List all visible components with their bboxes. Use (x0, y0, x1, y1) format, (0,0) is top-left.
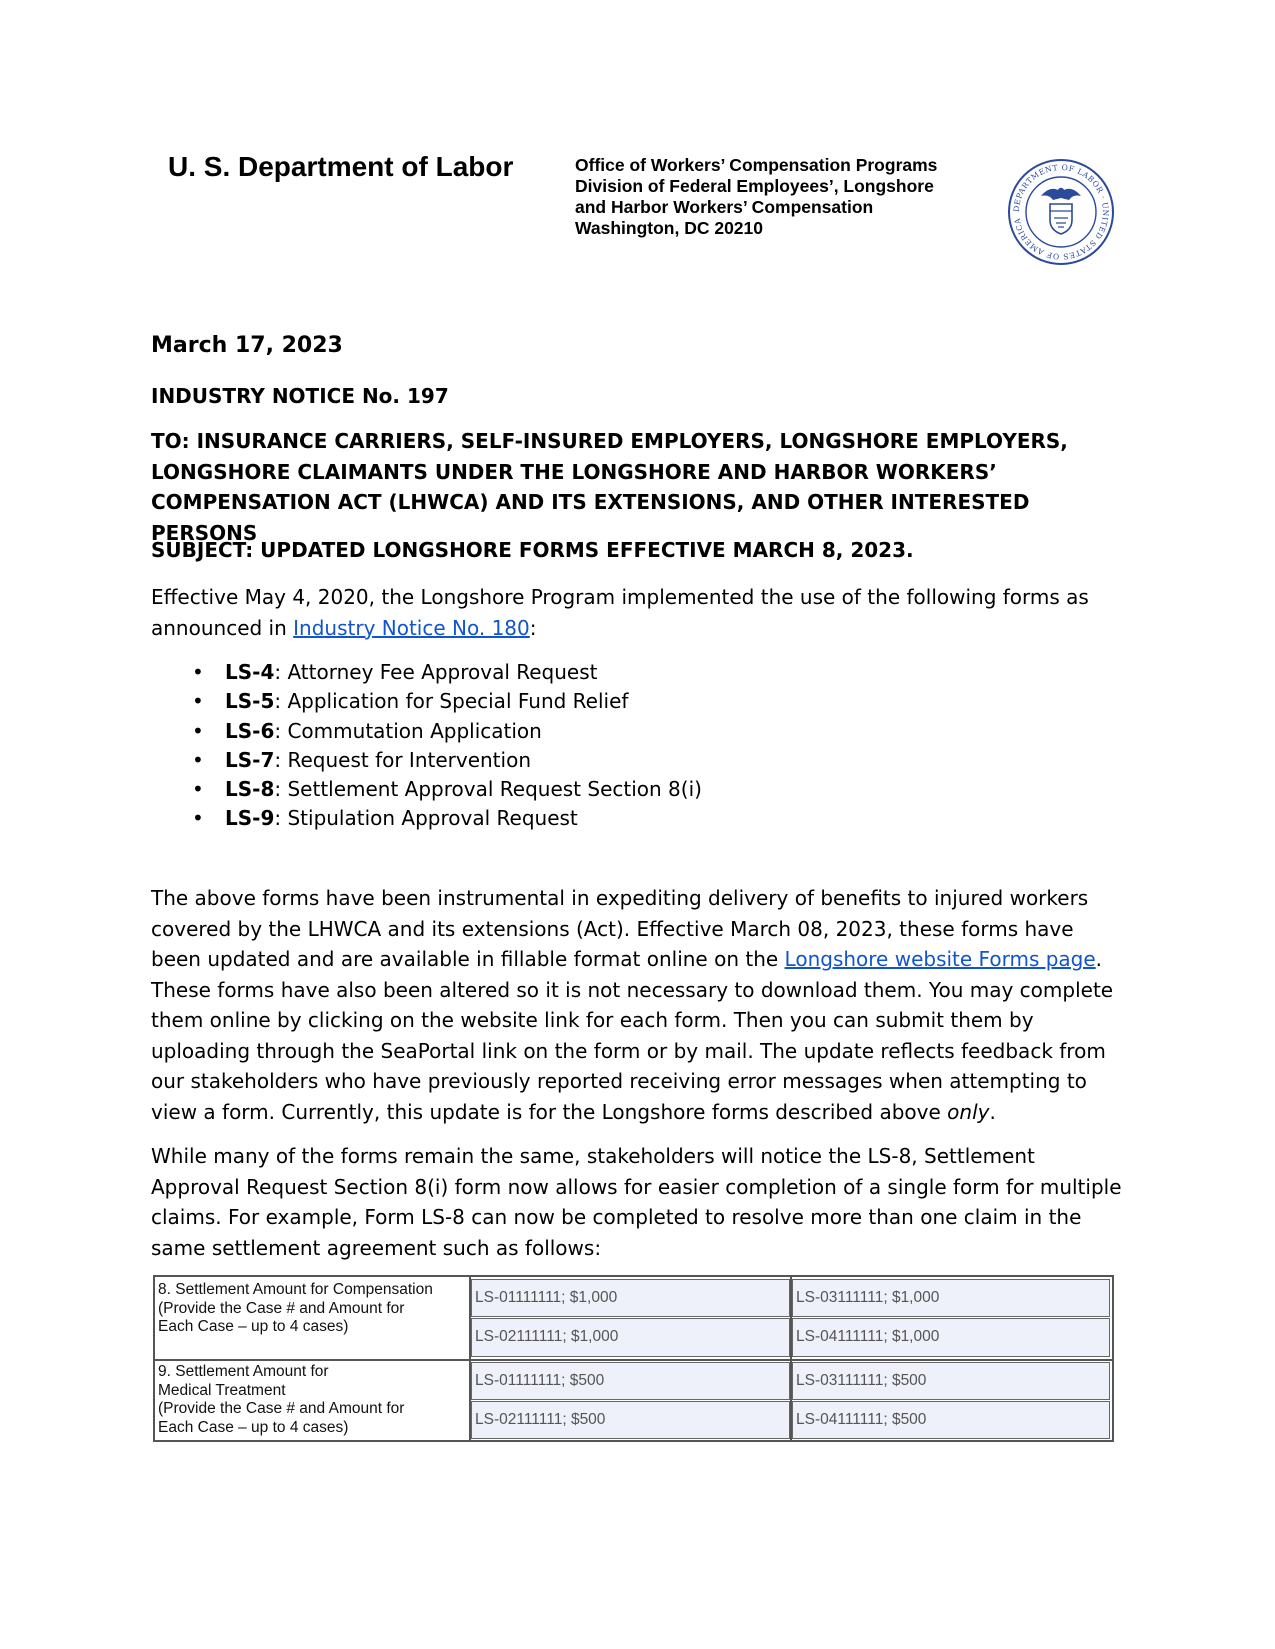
form-code: LS-6 (225, 718, 275, 743)
bullet-icon: • (192, 747, 204, 772)
case-amount-field[interactable]: LS-02111111; $1,000 (471, 1318, 790, 1357)
subject-line: SUBJECT: UPDATED LONGSHORE FORMS EFFECTIVE MARCH 8, 2023. (151, 538, 914, 562)
office-address (575, 155, 937, 239)
table-row (155, 1277, 1112, 1361)
intro-text: Effective May 4, 2020, the Longshore Program implemented the use of the following forms as announced in (151, 585, 1089, 640)
forms-list (151, 658, 1121, 834)
label-line: (Provide the Case # and Amount for (158, 1299, 405, 1317)
form-code: LS-8 (225, 777, 275, 802)
office-line: Division of Federal Employees’, Longshore (575, 176, 934, 196)
form-description: : Request for Intervention (274, 747, 531, 772)
row-label (158, 1281, 468, 1337)
label-line: Each Case – up to 4 cases) (158, 1318, 349, 1335)
intro-end: : (529, 615, 537, 640)
case-amount-field[interactable]: LS-01111111; $500 (471, 1362, 790, 1400)
paragraph-end: . (989, 1099, 996, 1124)
bullet-icon: • (192, 777, 204, 802)
agency-name: U. S. Department of Labor (168, 151, 514, 182)
bullet-icon: • (192, 660, 204, 684)
label-line: Each Case – up to 4 cases) (158, 1418, 349, 1436)
office-line: Office of Workers’ Compensation Programs (575, 155, 938, 175)
form-code: LS-9 (225, 806, 275, 831)
bullet-icon: • (192, 718, 204, 743)
form-code: LS-5 (225, 689, 275, 714)
label-line: Medical Treatment (158, 1381, 286, 1399)
list-item (151, 687, 1121, 716)
list-item (151, 717, 1121, 746)
ls8-form-excerpt-table (153, 1275, 1114, 1442)
label-line: (Provide the Case # and Amount for (158, 1400, 405, 1417)
intro-paragraph (151, 582, 1121, 643)
office-line: and Harbor Workers’ Compensation (575, 197, 874, 217)
dol-seal-icon (1007, 158, 1115, 266)
case-amount-field[interactable]: LS-04111111; $1,000 (792, 1318, 1110, 1357)
form-description: : Settlement Approval Request Section 8(i) (274, 777, 702, 802)
bullet-icon: • (192, 806, 204, 831)
list-item (151, 804, 1121, 833)
form-description: : Application for Special Fund Relief (274, 689, 629, 714)
notice-number: INDUSTRY NOTICE No. 197 (151, 384, 449, 408)
emphasis-text: only (947, 1099, 990, 1124)
office-line: Washington, DC 20210 (575, 218, 763, 238)
table-row (155, 1361, 1112, 1440)
case-amount-field[interactable]: LS-01111111; $1,000 (471, 1279, 790, 1317)
form-description: : Stipulation Approval Request (274, 806, 578, 831)
forms-update-paragraph (151, 883, 1126, 1127)
list-item (151, 746, 1121, 775)
label-line: 9. Settlement Amount for (158, 1363, 329, 1380)
bullet-icon: • (192, 689, 204, 714)
case-amount-field[interactable]: LS-03111111; $500 (792, 1362, 1110, 1400)
list-item (151, 775, 1121, 804)
case-amount-field[interactable]: LS-04111111; $500 (792, 1401, 1110, 1439)
longshore-forms-page-link[interactable]: Longshore website Forms page (784, 947, 1096, 971)
form-code: LS-7 (225, 747, 275, 772)
to-line: TO: INSURANCE CARRIERS, SELF-INSURED EMPLOYERS, LONGSHORE EMPLOYERS, LONGSHORE CLAIMANTS UNDER THE LONGSHORE AND HARBOR WORKERS’ COMPENSATION ACT (LHWCA) AND ITS EXTENSIONS, AND OTHER INTERESTED PERSONS (151, 429, 1068, 545)
paragraph-text: The above forms have been instrumental in expediting delivery of benefits to injured workers covered by the LHWCA and its extensions (Act). Effective March 08, 2023, these forms have been updated and are available in fillable format online on the (151, 886, 1089, 971)
list-item (151, 658, 1121, 687)
case-amount-field[interactable]: LS-03111111; $1,000 (792, 1279, 1110, 1317)
seal-text: DEPARTMENT OF LABOR · UNITED STATES OF AMERICA (1011, 162, 1111, 262)
label-line: 8. Settlement Amount for Compensation (158, 1281, 433, 1298)
notice-date: March 17, 2023 (151, 333, 343, 358)
paragraph-text: . These forms have also been altered so it is not necessary to download them. You may complete them online by clicking on the website link for each form. Then you can submit them by uploading through the SeaPortal link on the form or by mail. The update reflects feedback from our stakeholders who have previously reported receiving error messages when attempting to view a form. Currently, this update is for the Longshore forms described above (151, 947, 1114, 1124)
ls8-paragraph: While many of the forms remain the same, stakeholders will notice the LS-8, Settlement Approval Request Section 8(i) form now allows for easier completion of a single form for multiple claims. For example, Form LS-8 can now be completed to resolve more than one claim in the same settlement agreement such as follows: (151, 1144, 1122, 1260)
row-label (158, 1363, 468, 1437)
case-amount-field[interactable]: LS-02111111; $500 (471, 1401, 790, 1439)
form-description: : Commutation Application (274, 718, 542, 743)
industry-notice-180-link[interactable]: Industry Notice No. 180 (293, 615, 530, 640)
form-description: : Attorney Fee Approval Request (274, 660, 598, 684)
form-code: LS-4 (225, 660, 275, 684)
